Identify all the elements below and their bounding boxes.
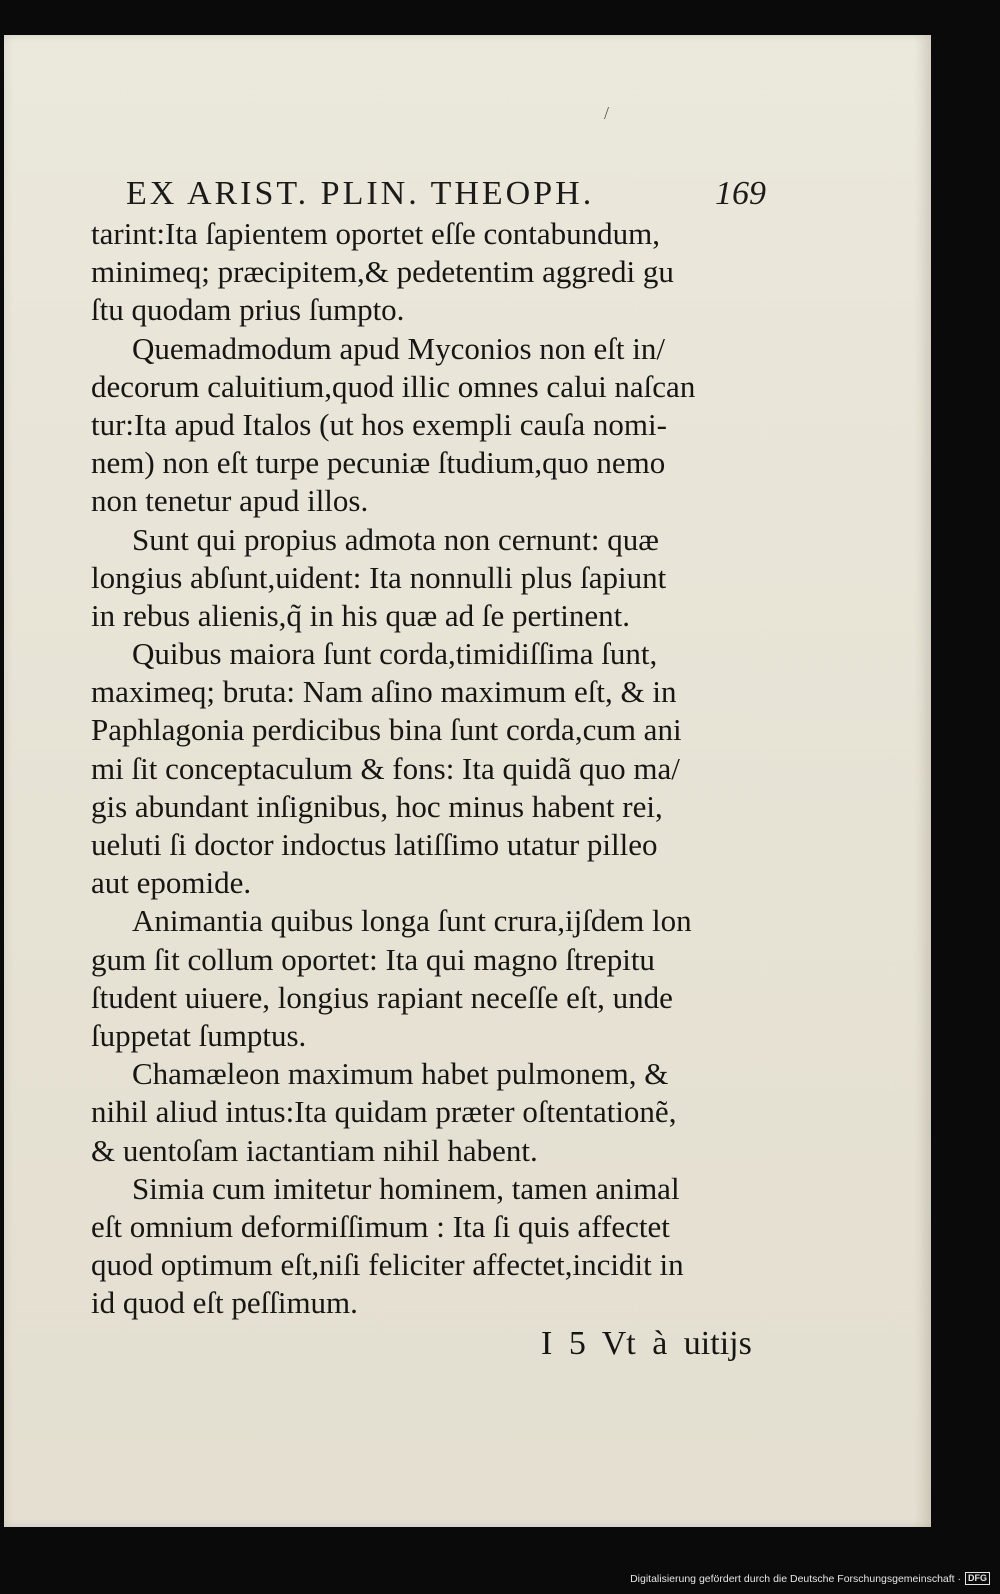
- text-line: ueluti ſi doctor indoctus latiſſimo utatur pilleo: [91, 827, 658, 862]
- text-line: Paphlagonia perdicibus bina ſunt corda,cum ani: [91, 712, 682, 748]
- dfg-logo: DFG: [965, 1572, 990, 1585]
- text-line: decorum caluitium,quod illic omnes calui naſcan: [91, 368, 696, 404]
- text-line: nihil aliud intus:Ita quidam præter oſtentationẽ,: [91, 1094, 677, 1130]
- folio-number: 169: [715, 175, 766, 212]
- catchword: I 5 Vt à uitijs: [541, 1325, 752, 1362]
- paragraph-start-line: Quibus maiora ſunt corda,timidiſſima ſunt,: [132, 636, 658, 672]
- body-text: [91, 215, 791, 1322]
- text-line: minimeq; præcipitem,& pedetentim aggredi gu: [91, 254, 674, 290]
- text-line: in rebus alienis,q̃ in his quæ ad ſe pertinent.: [91, 597, 630, 633]
- paragraph-start-line: Quemadmodum apud Myconios non eſt in/: [132, 330, 665, 366]
- text-line: maximeq; bruta: Nam aſino maximum eſt, & in: [91, 674, 677, 710]
- text-line: ſuppetat ſumptus.: [91, 1017, 307, 1053]
- text-line: ſtudent uiuere, longius rapiant neceſſe eſt, unde: [91, 979, 673, 1015]
- text-line: mi ſit conceptaculum & fons: Ita quidã quo ma/: [91, 750, 680, 786]
- text-line: ſtu quodam prius ſumpto.: [91, 292, 405, 328]
- text-line: gis abundant inſignibus, hoc minus habent rei,: [91, 788, 663, 824]
- text-line: tur:Ita apud Italos (ut hos exempli cauſa nomi-: [91, 406, 667, 442]
- text-line: quod optimum eſt,niſi feliciter affectet,incidit in: [91, 1247, 684, 1283]
- text-line: aut epomide.: [91, 865, 252, 901]
- page-header: [126, 171, 766, 217]
- text-line: non tenetur apud illos.: [91, 483, 369, 519]
- running-head: EX ARIST. PLIN. THEOPH.: [126, 175, 595, 212]
- paragraph-start-line: Simia cum imitetur hominem, tamen animal: [132, 1170, 680, 1206]
- paragraph-start-line: Animantia quibus longa ſunt crura,ijſdem lon: [132, 903, 692, 939]
- paragraph-start-line: Chamæleon maximum habet pulmonem, &: [132, 1056, 669, 1092]
- text-line: & uentoſam iactantiam nihil habent.: [91, 1132, 538, 1168]
- paragraph-start-line: Sunt qui propius admota non cernunt: quæ: [132, 521, 659, 557]
- margin-mark: /: [604, 103, 610, 123]
- digitization-credit: [630, 1572, 990, 1585]
- credit-text: Digitalisierung gefördert durch die Deutsche Forschungsgemeinschaft ·: [630, 1572, 961, 1585]
- text-line: gum ſit collum oportet: Ita qui magno ſtrepitu: [91, 941, 655, 977]
- text-line: eſt omnium deformiſſimum : Ita ſi quis affectet: [91, 1208, 670, 1244]
- text-line: id quod eſt peſſimum.: [91, 1285, 358, 1321]
- book-page: [4, 35, 931, 1527]
- text-line: tarint:Ita ſapientem oportet eſſe contabundum,: [91, 216, 661, 251]
- text-line: nem) non eſt turpe pecuniæ ſtudium,quo nemo: [91, 445, 666, 481]
- text-line: longius abſunt,uident: Ita nonnulli plus ſapiunt: [91, 559, 667, 595]
